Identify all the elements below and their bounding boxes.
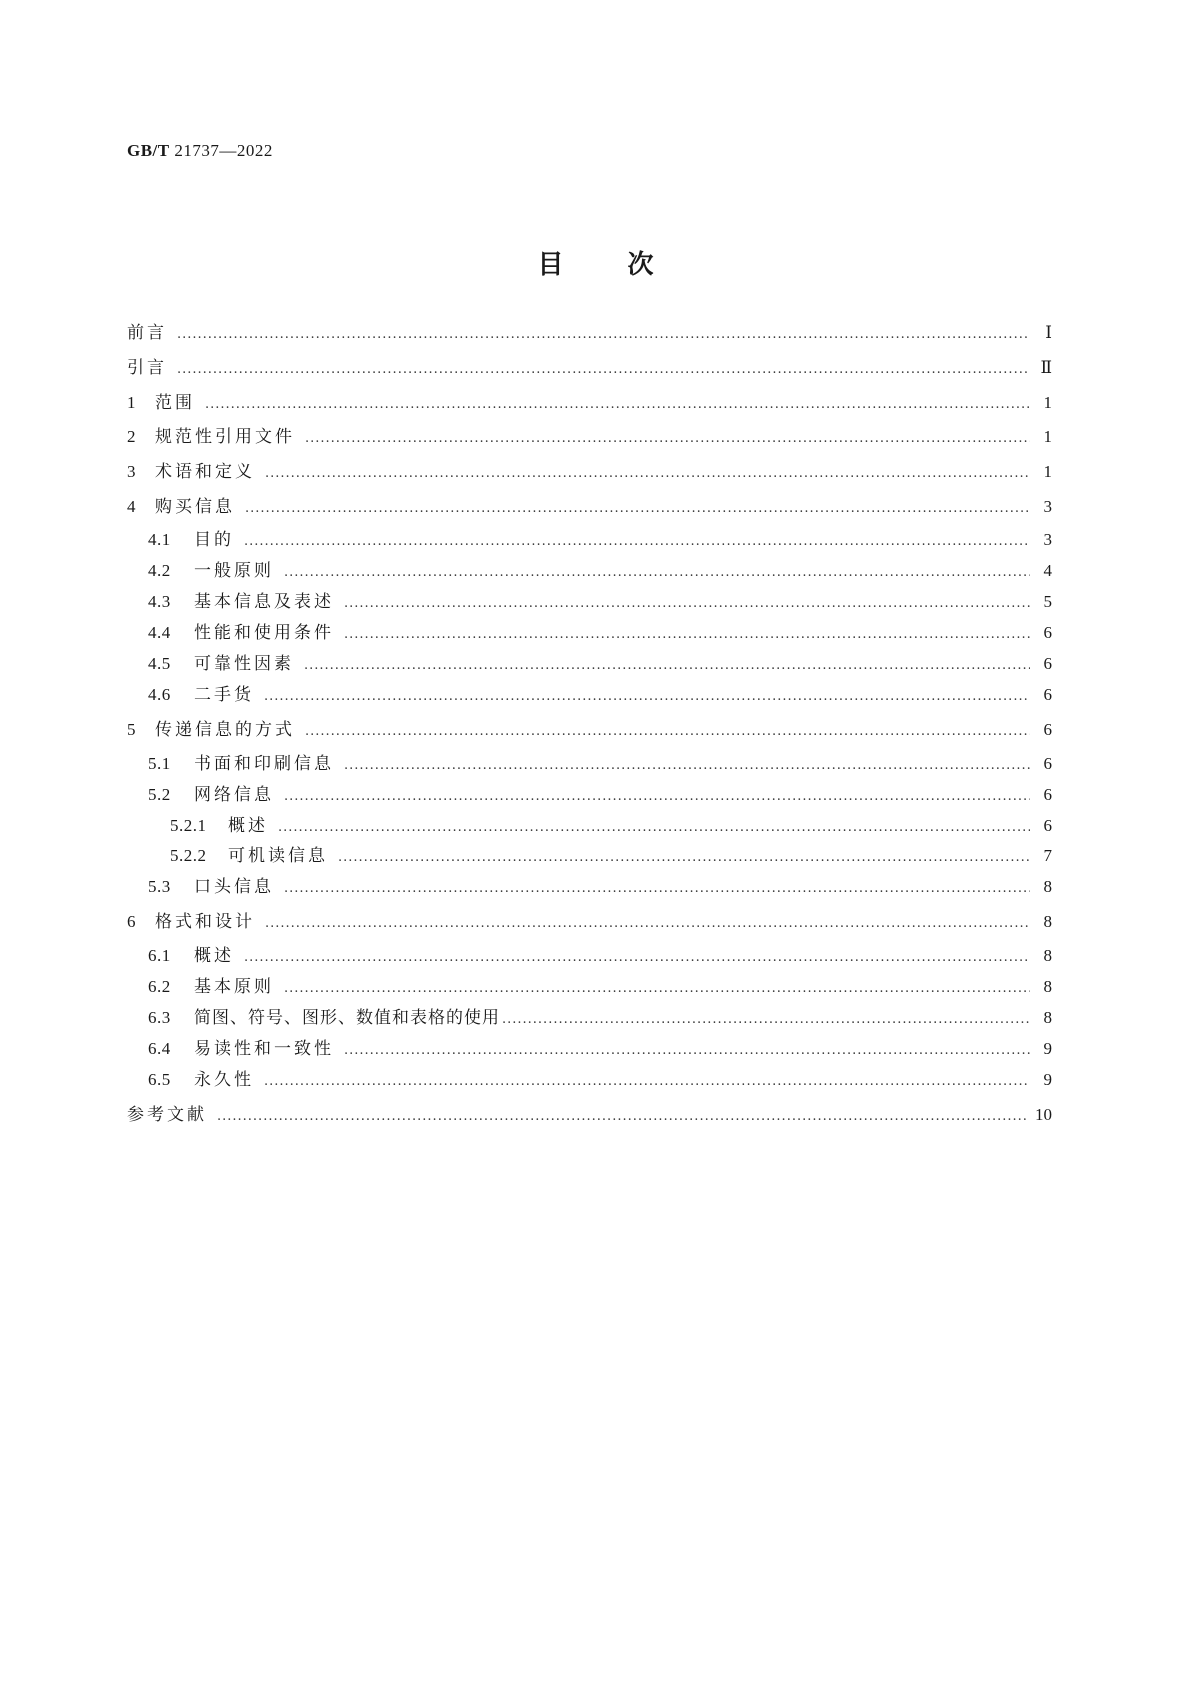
toc-entry-6-2[interactable] — [127, 974, 1052, 1000]
toc-entry-page: 6 — [1043, 816, 1052, 835]
toc-entry-5-1[interactable] — [127, 751, 1052, 777]
toc-entry-page: Ⅰ — [1045, 323, 1052, 342]
toc-entry-6-1[interactable] — [127, 943, 1052, 969]
page-title: 目次 — [537, 250, 718, 280]
toc-entry-label: 书面和印刷信息 — [194, 754, 334, 774]
toc-leader-dots — [284, 784, 1030, 810]
toc-leader-dots — [177, 322, 1030, 348]
toc-entry-label: 基本信息及表述 — [194, 592, 334, 612]
toc-entry-bibliography[interactable] — [127, 1102, 1052, 1128]
toc-entry-5-2[interactable] — [127, 782, 1052, 808]
toc-entry-number: 5.2 — [148, 785, 171, 804]
toc-entry-number: 5.2.2 — [170, 846, 207, 865]
toc-entry-number: 6.5 — [148, 1070, 171, 1089]
toc-entry-label: 传递信息的方式 — [155, 720, 295, 740]
toc-entry-page: 6 — [1043, 654, 1052, 673]
toc-entry-label: 目的 — [194, 530, 234, 550]
toc-entry-number: 2 — [127, 427, 136, 446]
toc-entry-4-6[interactable] — [127, 682, 1052, 708]
toc-leader-dots — [284, 560, 1030, 586]
toc-leader-dots — [264, 684, 1030, 710]
toc-leader-dots — [284, 976, 1030, 1002]
toc-entry-page: 8 — [1043, 912, 1052, 931]
toc-entry-label: 可靠性因素 — [194, 654, 294, 674]
toc-entry-4-4[interactable] — [127, 620, 1052, 646]
toc-entry-label: 概述 — [194, 946, 234, 966]
toc-entry-4-5[interactable] — [127, 651, 1052, 677]
toc-entry-page: Ⅱ — [1040, 358, 1052, 377]
toc-leader-dots — [265, 911, 1030, 937]
toc-entry-page: 7 — [1043, 846, 1052, 865]
toc-entry-introduction[interactable] — [127, 355, 1052, 381]
toc-entry-foreword[interactable] — [127, 320, 1052, 346]
toc-entry-label: 格式和设计 — [155, 912, 255, 932]
toc-entry-label: 购买信息 — [155, 497, 235, 517]
toc-entry-number: 6.4 — [148, 1039, 171, 1058]
toc-entry-number: 5.2.1 — [170, 816, 207, 835]
toc-leader-dots — [344, 753, 1030, 779]
toc-entry-label: 引言 — [127, 358, 167, 378]
toc-entry-page: 6 — [1043, 785, 1052, 804]
toc-leader-dots — [338, 845, 1030, 871]
toc-entry-label: 术语和定义 — [155, 462, 255, 482]
toc-entry-page: 6 — [1043, 623, 1052, 642]
toc-entry-number: 4.3 — [148, 592, 171, 611]
toc-entry-label: 范围 — [155, 393, 195, 413]
toc-entry-label: 简图、符号、图形、数值和表格的使用 — [194, 1008, 500, 1028]
toc-entry-page: 6 — [1043, 754, 1052, 773]
toc-entry-label: 永久性 — [194, 1070, 254, 1090]
toc-entry-number: 4.1 — [148, 530, 171, 549]
toc-entry-page: 5 — [1043, 592, 1052, 611]
standard-prefix: GB/T — [127, 141, 170, 160]
toc-entry-page: 8 — [1043, 977, 1052, 996]
toc-leader-dots — [344, 1038, 1030, 1064]
toc-leader-dots — [344, 622, 1030, 648]
toc-entry-page: 6 — [1043, 720, 1052, 739]
toc-entry-number: 6.2 — [148, 977, 171, 996]
toc-leader-dots — [344, 591, 1030, 617]
toc-entry-page: 1 — [1043, 462, 1052, 481]
toc-entry-number: 5 — [127, 720, 136, 739]
toc-entry-page: 6 — [1043, 685, 1052, 704]
toc-entry-number: 1 — [127, 393, 136, 412]
toc-entry-page: 3 — [1043, 530, 1052, 549]
toc-entry-label: 可机读信息 — [228, 846, 328, 866]
toc-leader-dots — [278, 815, 1030, 841]
toc-leader-dots — [265, 461, 1030, 487]
toc-leader-dots — [205, 392, 1030, 418]
toc-leader-dots — [244, 529, 1030, 555]
toc-entry-1[interactable] — [127, 390, 1052, 416]
toc-entry-number: 4.4 — [148, 623, 171, 642]
toc-entry-page: 8 — [1043, 877, 1052, 896]
toc-entry-6-4[interactable] — [127, 1036, 1052, 1062]
toc-leader-dots — [217, 1104, 1029, 1130]
toc-entry-6[interactable] — [127, 909, 1052, 935]
standard-code — [127, 141, 273, 161]
toc-entry-number: 4.6 — [148, 685, 171, 704]
toc-entry-2[interactable] — [127, 424, 1052, 450]
toc-entry-5-3[interactable] — [127, 874, 1052, 900]
toc-leader-dots — [284, 876, 1030, 902]
toc-entry-5-2-1[interactable] — [127, 813, 1052, 839]
toc-entry-number: 4.2 — [148, 561, 171, 580]
toc-leader-dots — [244, 945, 1030, 971]
toc-leader-dots — [264, 1069, 1030, 1095]
toc-entry-6-5[interactable] — [127, 1067, 1052, 1093]
toc-entry-3[interactable] — [127, 459, 1052, 485]
toc-entry-page: 8 — [1043, 946, 1052, 965]
toc-entry-number: 6.1 — [148, 946, 171, 965]
toc-entry-label: 参考文献 — [127, 1105, 207, 1125]
toc-entry-page: 1 — [1043, 427, 1052, 446]
toc-entry-label: 规范性引用文件 — [155, 427, 295, 447]
toc-entry-number: 6.3 — [148, 1008, 171, 1027]
toc-entry-page: 1 — [1043, 393, 1052, 412]
standard-number: 21737—2022 — [174, 141, 273, 160]
toc-entry-page: 9 — [1043, 1039, 1052, 1058]
toc-entry-4[interactable] — [127, 494, 1052, 520]
toc-leader-dots — [245, 496, 1030, 522]
toc-entry-label: 前言 — [127, 323, 167, 343]
toc-leader-dots — [305, 719, 1030, 745]
toc-entry-label: 一般原则 — [194, 561, 274, 581]
toc-entry-5-2-2[interactable] — [127, 843, 1052, 869]
toc-entry-label: 口头信息 — [194, 877, 274, 897]
toc-entry-4-3[interactable] — [127, 589, 1052, 615]
toc-entry-page: 8 — [1043, 1008, 1052, 1027]
toc-entry-6-3[interactable] — [127, 1005, 1052, 1031]
toc-entry-label: 概述 — [228, 816, 268, 836]
toc-leader-dots — [177, 357, 1030, 383]
toc-entry-5[interactable] — [127, 717, 1052, 743]
toc-entry-label: 基本原则 — [194, 977, 274, 997]
toc-entry-number: 5.1 — [148, 754, 171, 773]
toc-entry-label: 二手货 — [194, 685, 254, 705]
toc-entry-number: 3 — [127, 462, 136, 481]
toc-entry-label: 网络信息 — [194, 785, 274, 805]
toc-entry-4-2[interactable] — [127, 558, 1052, 584]
toc-entry-number: 4.5 — [148, 654, 171, 673]
toc-entry-label: 性能和使用条件 — [194, 623, 334, 643]
toc-entry-label: 易读性和一致性 — [194, 1039, 334, 1059]
toc-entry-number: 5.3 — [148, 877, 171, 896]
toc-entry-number: 6 — [127, 912, 136, 931]
toc-entry-number: 4 — [127, 497, 136, 516]
toc-entry-page: 4 — [1043, 561, 1052, 580]
toc-leader-dots — [502, 1007, 1030, 1033]
toc-leader-dots — [304, 653, 1030, 679]
toc-entry-page: 10 — [1035, 1105, 1052, 1124]
toc-entry-page: 9 — [1043, 1070, 1052, 1089]
toc-entry-4-1[interactable] — [127, 527, 1052, 553]
toc-leader-dots — [305, 426, 1030, 452]
toc-entry-page: 3 — [1043, 497, 1052, 516]
